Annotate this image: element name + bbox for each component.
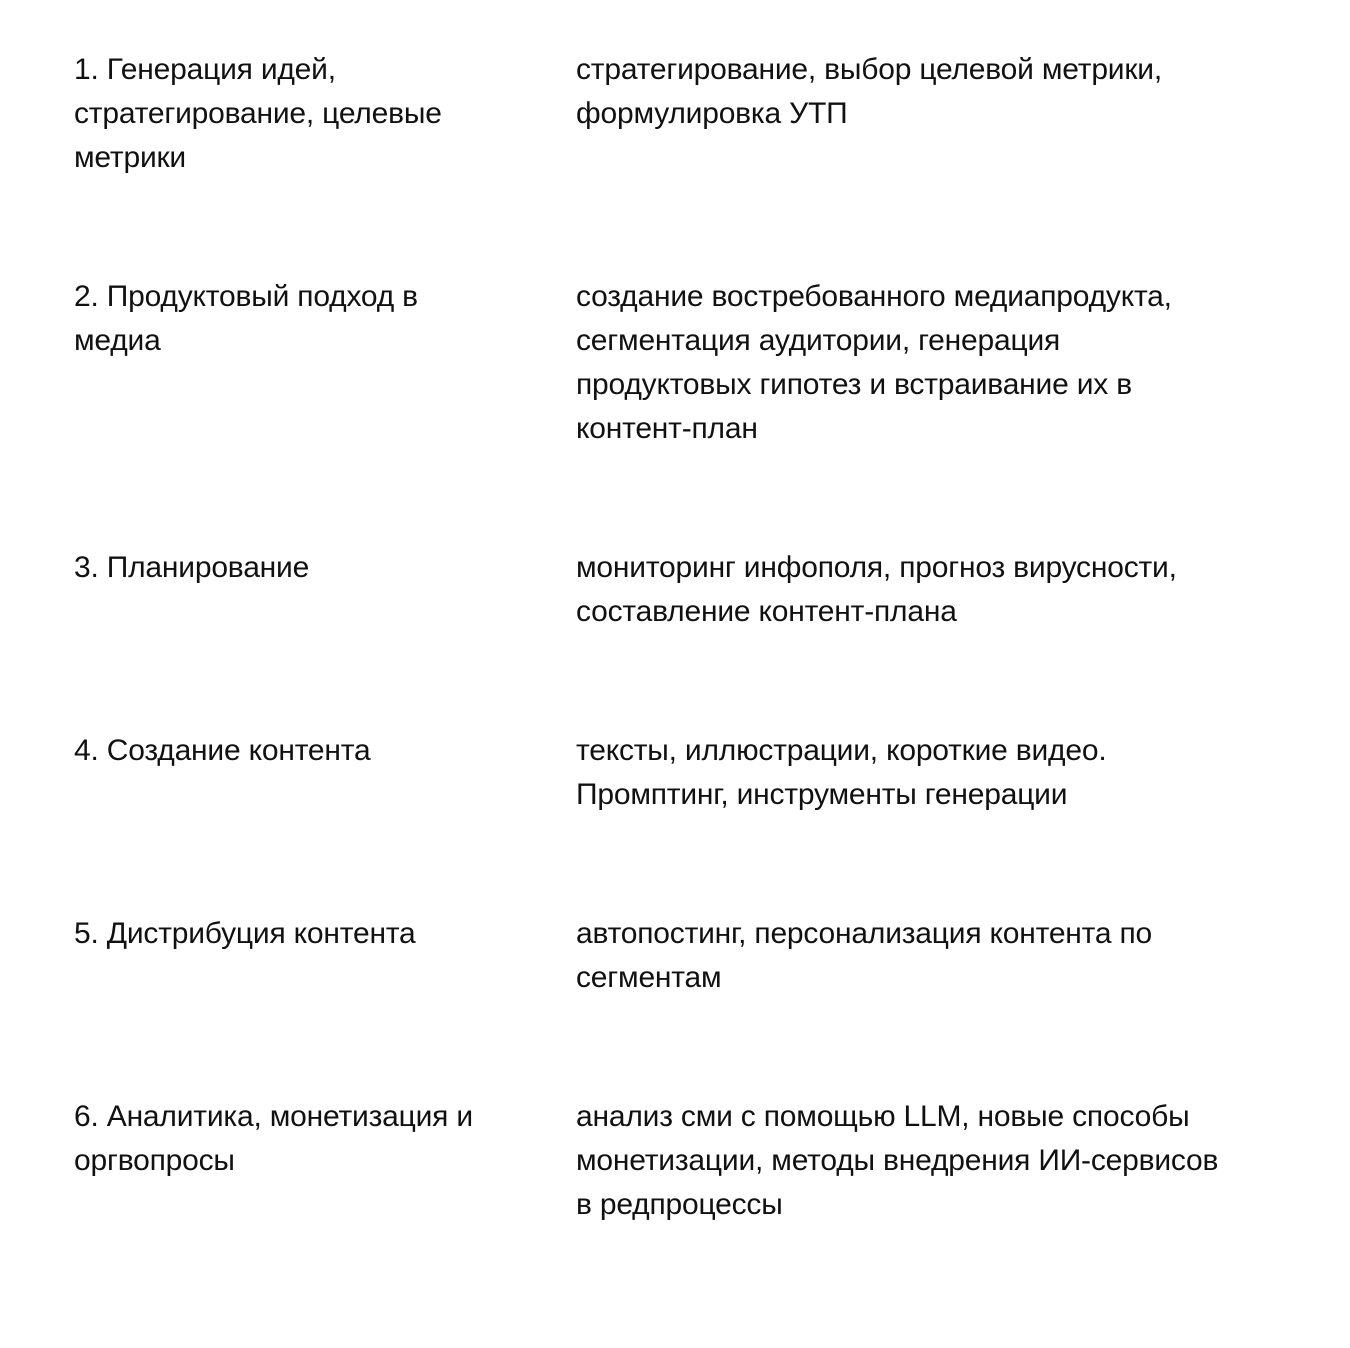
program-row	[74, 912, 1304, 1000]
module-description: создание востребованного медиапродукта, сегментация аудитории, генерация продуктовых гипотез и встраивание их в контент-план	[576, 280, 1172, 445]
program-row	[74, 48, 1304, 180]
module-title: 3. Планирование	[74, 551, 310, 584]
module-title: 2. Продуктовый подход в медиа	[74, 280, 418, 357]
module-title: 5. Дистрибуция контента	[74, 917, 416, 950]
module-description: анализ сми с помощью LLM, новые способы монетизации, методы внедрения ИИ-сервисов в редпроцессы	[576, 1100, 1219, 1221]
program-row	[74, 729, 1304, 817]
program-row	[74, 1095, 1304, 1227]
module-title: 4. Создание контента	[74, 734, 371, 767]
module-description: тексты, иллюстрации, короткие видео. Промптинг, инструменты генерации	[576, 734, 1107, 811]
module-description: автопостинг, персонализация контента по сегментам	[576, 917, 1153, 994]
program-row	[74, 275, 1304, 451]
module-title: 1. Генерация идей, стратегирование, целевые метрики	[74, 53, 442, 174]
module-title: 6. Аналитика, монетизация и оргвопросы	[74, 1100, 473, 1177]
module-description: стратегирование, выбор целевой метрики, формулировка УТП	[576, 53, 1162, 130]
module-description: мониторинг инфополя, прогноз вирусности, составление контент-плана	[576, 551, 1177, 628]
program-row	[74, 546, 1304, 634]
